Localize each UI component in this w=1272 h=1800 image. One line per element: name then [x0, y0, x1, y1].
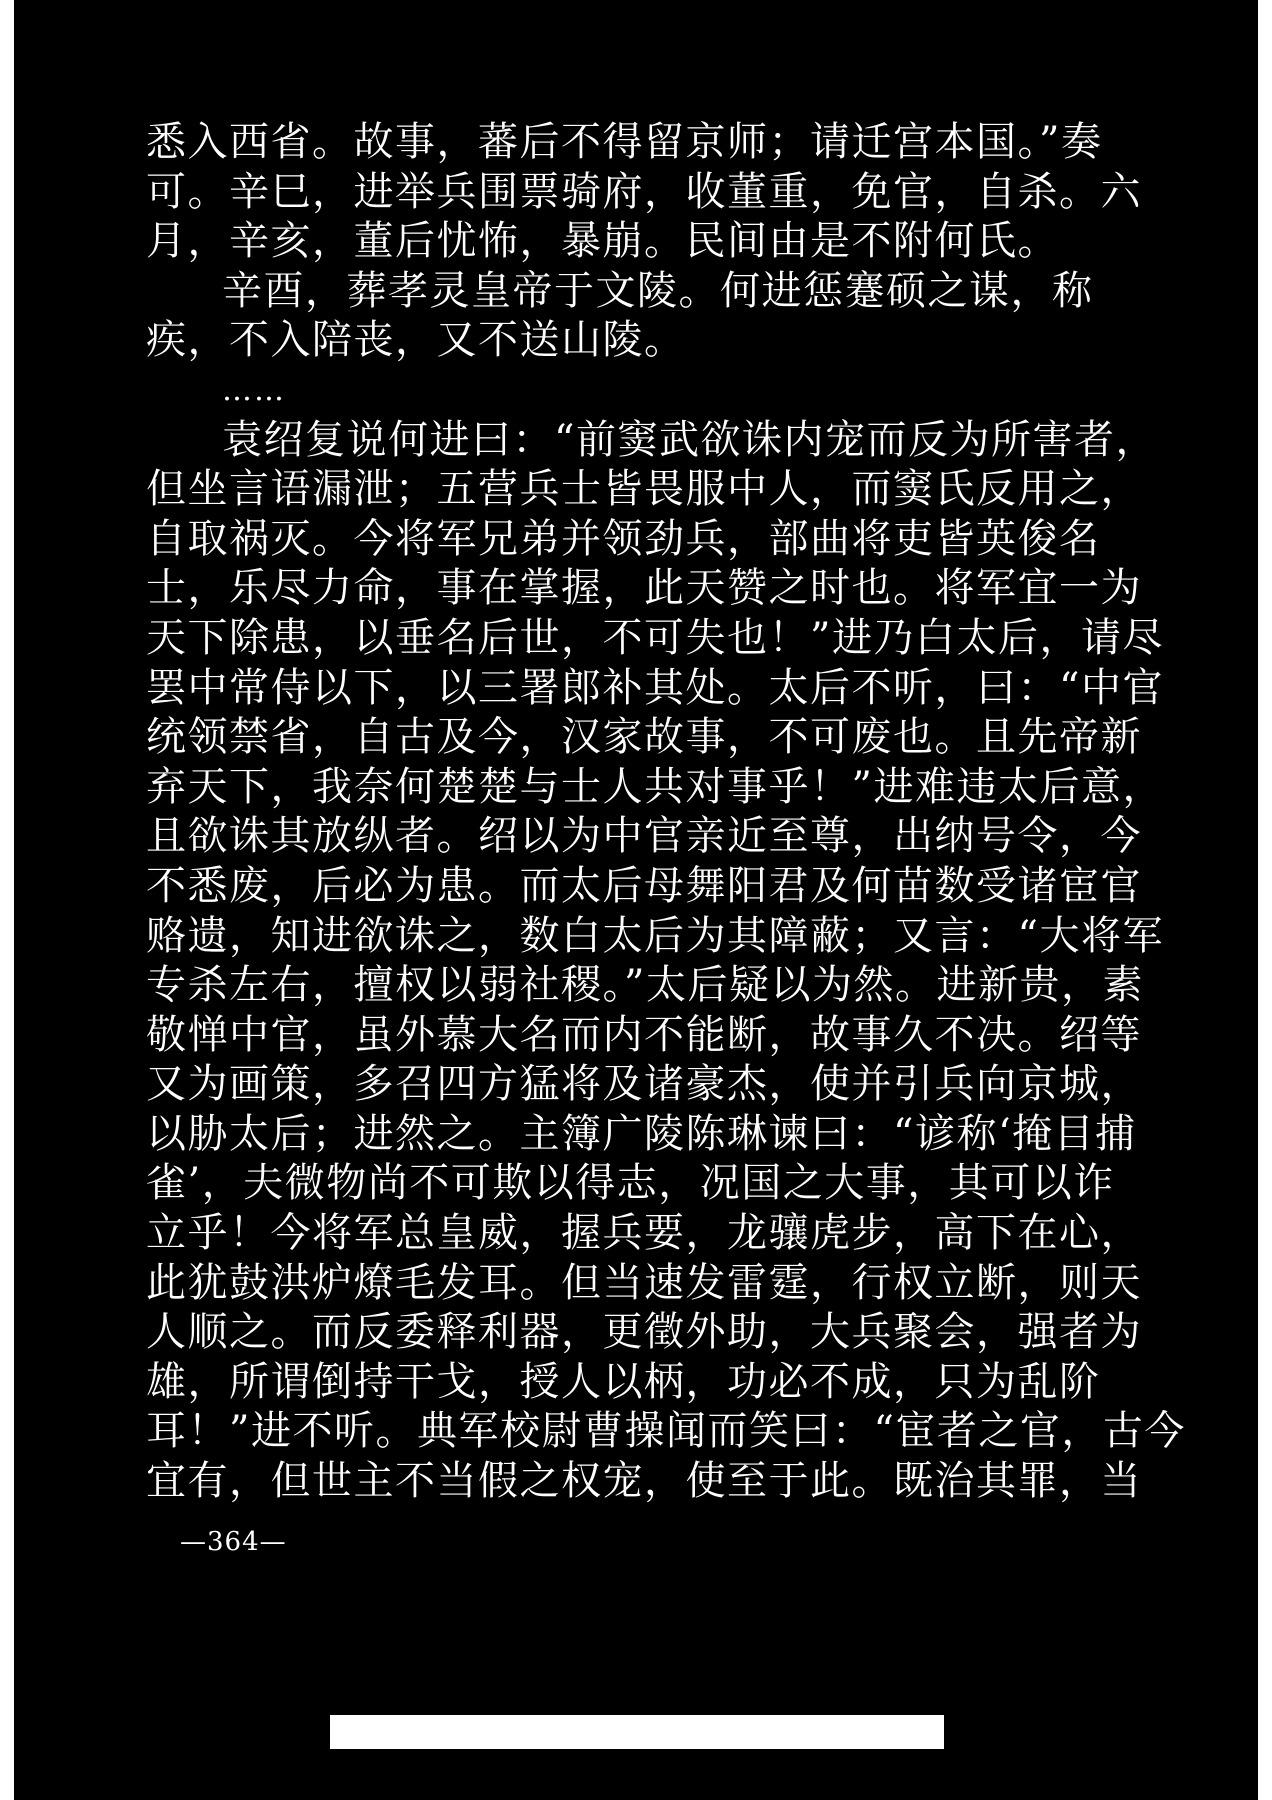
page-number: —364—	[180, 1527, 287, 1557]
text-line: 雄，所谓倒持干戈，授人以柄，功必不成，只为乱阶	[146, 1358, 1101, 1405]
text-line: 以胁太后；进然之。主簿广陵陈琳谏曰：“谚称‘掩目捕	[146, 1110, 1137, 1157]
text-line: 自取祸灭。今将军兄弟并领劲兵，部曲将吏皆英俊名	[146, 515, 1101, 562]
text-line: 辛酉，葬孝灵皇帝于文陵。何进惩蹇硕之谋，称	[222, 267, 1094, 314]
text-line: 但坐言语漏泄；五营兵士皆畏服中人，而窦氏反用之，	[146, 466, 1142, 513]
text-line: 弃天下，我奈何楚楚与士人共对事乎！”进难违太后意，	[146, 763, 1164, 810]
text-line: 耳！”进不听。典军校尉曹操闻而笑曰：“宦者之官，古今	[146, 1408, 1186, 1455]
text-line: 袁绍复说何进曰：“前窦武欲诛内宠而反为所害者，	[222, 416, 1157, 463]
text-line: 人顺之。而反委释利器，更徵外助，大兵聚会，强者为	[146, 1309, 1142, 1356]
text-line: 宜有，但世主不当假之权宠，使至于此。既治其罪，当	[146, 1458, 1142, 1505]
text-line: 天下除患，以垂名后世，不可失也！”进乃白太后，请尽	[146, 614, 1164, 661]
text-line: 统领禁省，自古及今，汉家故事，不可废也。且先帝新	[146, 714, 1142, 761]
text-line: 此犹鼓洪炉燎毛发耳。但当速发雷霆，行权立断，则天	[146, 1259, 1142, 1306]
page-left-edge	[0, 0, 14, 1800]
text-line: 专杀左右，擅权以弱社稷。”太后疑以为然。进新贵，素	[146, 962, 1144, 1009]
text-line: 赂遗，知进欲诛之，数白太后为其障蔽；又言：“大将军	[146, 912, 1164, 959]
page-right-edge	[1258, 0, 1272, 1800]
text-line: 又为画策，多召四方猛将及诸豪杰，使并引兵向京城，	[146, 1061, 1142, 1108]
text-line: 可。辛巳，进举兵围票骑府，收董重，免官，自杀。六	[146, 168, 1142, 215]
text-line: 不悉废，后必为患。而太后母舞阳君及何苗数受诸宦官	[146, 862, 1142, 909]
ellipsis-separator: ……	[222, 372, 286, 408]
text-line: 雀’，夫微物尚不可欺以得志，况国之大事，其可以诈	[146, 1160, 1115, 1207]
text-line: 立乎！今将军总皇威，握兵要，龙骧虎步，高下在心，	[146, 1210, 1142, 1257]
text-line: 且欲诛其放纵者。绍以为中官亲近至尊，出纳号令，今	[146, 813, 1142, 860]
text-line: 悉入西省。故事，蕃后不得留京师；请迁宫本国。”奏	[146, 119, 1103, 165]
text-line: 疾，不入陪丧，又不送山陵。	[146, 317, 686, 364]
redaction-bar	[330, 1715, 944, 1749]
text-line: 罢中常侍以下，以三署郎补其处。太后不听，曰：“中官	[146, 664, 1164, 711]
text-line: 敬惮中官，虽外慕大名而内不能断，故事久不决。绍等	[146, 1011, 1142, 1058]
text-line: 月，辛亥，董后忧怖，暴崩。民间由是不附何氏。	[146, 218, 1059, 265]
text-line: 士，乐尽力命，事在掌握，此天赞之时也。将军宜一为	[146, 565, 1142, 612]
body-text	[146, 118, 1186, 1507]
